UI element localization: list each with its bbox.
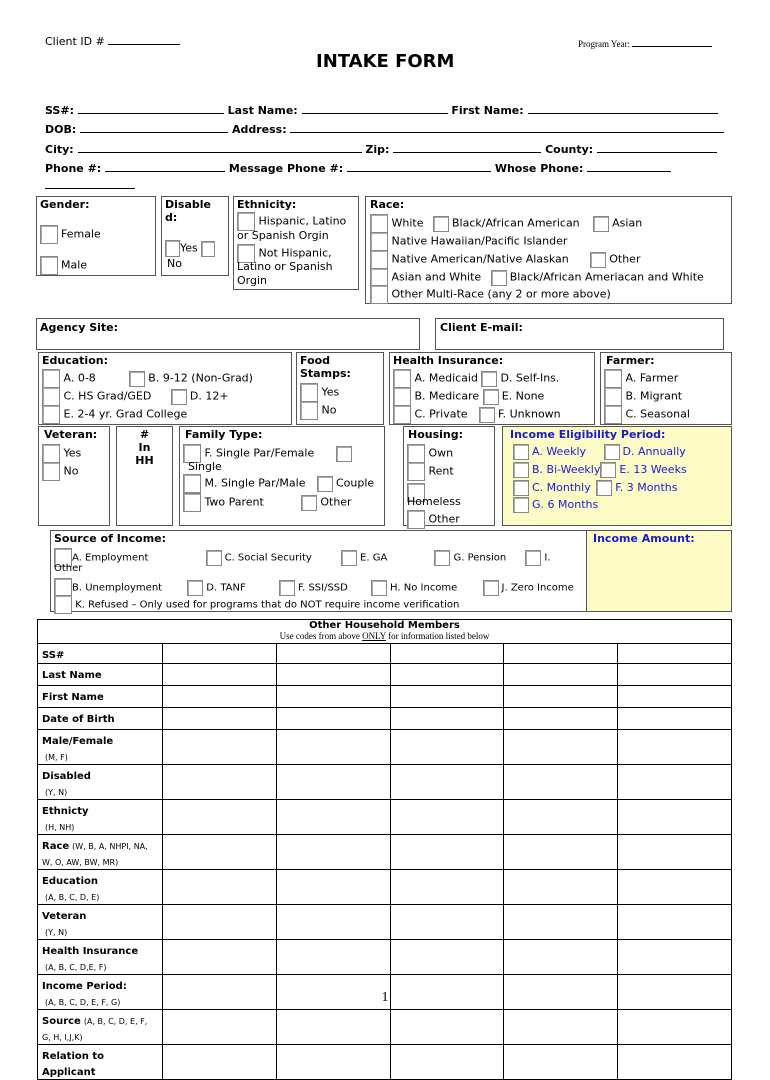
household-cell[interactable]	[390, 730, 504, 765]
veteran-section	[38, 426, 110, 526]
income-period-row-2: B. Bi-Weekly E. 13 Weeks	[513, 462, 687, 478]
gender-section	[36, 196, 156, 276]
veteran-yes-checkbox[interactable]	[42, 444, 60, 463]
period-b-checkbox[interactable]	[513, 462, 529, 478]
household-row-label	[38, 708, 163, 730]
household-cell[interactable]	[276, 644, 390, 664]
number-in-household-field[interactable]	[116, 426, 173, 526]
household-title: Other Household Members	[309, 620, 460, 631]
household-cell[interactable]	[276, 835, 390, 870]
household-row-hint: (A, B, C, D, E, F, G)	[45, 998, 121, 1007]
household-row	[38, 708, 732, 730]
household-cell[interactable]	[276, 708, 390, 730]
source-h-checkbox[interactable]	[371, 580, 387, 596]
gender-female-option[interactable]: Female	[40, 225, 101, 244]
household-cell[interactable]	[390, 1045, 504, 1080]
race-row-5: Other Multi-Race (any 2 or more above)	[370, 285, 611, 304]
household-cell[interactable]	[390, 644, 504, 664]
disabled-no-checkbox[interactable]	[201, 241, 215, 257]
household-cell[interactable]	[390, 686, 504, 708]
income-period-row-1: A. Weekly D. Annually	[513, 444, 686, 460]
disabled-no-label: No	[167, 257, 182, 270]
household-row	[38, 1045, 732, 1080]
household-row-label	[38, 835, 163, 870]
edu-e-checkbox[interactable]	[42, 405, 60, 424]
source-k-checkbox[interactable]	[54, 595, 72, 614]
household-cell[interactable]	[504, 940, 618, 975]
housing-homeless-label: Homeless	[407, 495, 461, 508]
household-row-label-text: Income Period:	[42, 981, 127, 992]
household-row-label-text: Relation to Applicant	[42, 1051, 104, 1078]
income-period-label: Income Eligibility Period:	[510, 428, 666, 441]
household-cell[interactable]	[618, 1010, 732, 1045]
race-row-3: Native American/Native Alaskan Other	[370, 250, 640, 269]
household-row-hint: (Y, N)	[45, 928, 68, 937]
health-row-1: A. Medicaid D. Self-Ins.	[393, 369, 559, 388]
edu-a-checkbox[interactable]	[42, 369, 60, 388]
household-cell[interactable]	[618, 644, 732, 664]
household-row-label-text: Race	[42, 841, 70, 852]
household-cell[interactable]	[276, 905, 390, 940]
household-row-label-text: Ethnicty	[42, 806, 89, 817]
source-f-checkbox[interactable]	[279, 580, 295, 596]
whose-phone-field[interactable]	[587, 160, 671, 172]
food-stamps-section	[296, 352, 384, 425]
housing-own-checkbox[interactable]	[407, 444, 425, 463]
household-cell[interactable]	[504, 1010, 618, 1045]
health-c-checkbox[interactable]	[393, 405, 411, 424]
first-name-field[interactable]	[528, 102, 718, 114]
not-hispanic-label-cont-2: Orgin	[237, 274, 267, 287]
health-f-checkbox[interactable]	[479, 407, 495, 423]
personal-row-1: SS#: Last Name: First Name:	[45, 102, 718, 117]
household-cell[interactable]	[276, 870, 390, 905]
farmer-label: Farmer:	[606, 354, 655, 367]
food-no-checkbox[interactable]	[300, 401, 318, 420]
source-row-2: B. Unemployment D. TANF F. SSI/SSD H. No Income J. Zero Income	[54, 578, 574, 597]
household-cell[interactable]	[163, 1010, 277, 1045]
household-cell[interactable]	[504, 905, 618, 940]
male-checkbox[interactable]	[40, 256, 58, 275]
disabled-yes-option[interactable]: Yes	[165, 240, 215, 257]
household-members-table	[37, 619, 732, 1080]
household-row-label-text: Date of Birth	[42, 714, 115, 725]
household-cell[interactable]	[504, 800, 618, 835]
household-cell[interactable]	[504, 644, 618, 664]
race-row-4: Asian and White Black/African Ameriacan and White	[370, 268, 704, 287]
household-cell[interactable]	[390, 664, 504, 686]
household-cell[interactable]	[390, 870, 504, 905]
household-cell[interactable]	[390, 1010, 504, 1045]
disabled-yes-checkbox[interactable]	[165, 240, 180, 257]
program-year-label: Program Year:	[578, 38, 712, 49]
period-d-checkbox[interactable]	[604, 444, 620, 460]
household-row	[38, 765, 732, 800]
housing-other-checkbox[interactable]	[407, 510, 425, 529]
page-title: INTAKE FORM	[316, 51, 455, 72]
household-cell[interactable]	[163, 940, 277, 975]
household-cell[interactable]	[390, 905, 504, 940]
period-c-checkbox[interactable]	[513, 480, 529, 496]
source-row-1: A. Employment C. Social Security E. GA G. Pension I.	[54, 548, 551, 567]
veteran-no-option[interactable]: No	[42, 462, 78, 481]
family-couple-checkbox[interactable]	[317, 476, 333, 492]
housing-own-option[interactable]: Own	[407, 444, 453, 463]
personal-row-3: City: Zip: County:	[45, 141, 717, 156]
household-row-label	[38, 905, 163, 940]
household-cell[interactable]	[163, 765, 277, 800]
asian-checkbox[interactable]	[593, 216, 609, 232]
health-insurance-label: Health Insurance:	[393, 354, 504, 367]
disabled-label: Disable	[165, 198, 211, 211]
ethnicity-section	[233, 196, 359, 290]
household-cell[interactable]	[276, 664, 390, 686]
household-row	[38, 905, 732, 940]
household-row-hint: (A, B, C, D, E)	[45, 893, 100, 902]
household-row-label-text: First Name	[42, 692, 104, 703]
personal-row-2: DOB: Address:	[45, 121, 724, 136]
ethnicity-not-hispanic-option[interactable]: Not Hispanic,	[237, 244, 332, 263]
household-cell[interactable]	[504, 730, 618, 765]
in-hh-label-1: #	[139, 428, 150, 441]
household-row-hint: (A, B, C, D, E, F, G, H, I,J,K)	[42, 1017, 148, 1042]
client-email-label: Client E-mail:	[440, 321, 523, 334]
hispanic-label-cont: or Spanish Orgin	[237, 229, 329, 242]
income-period-row-4: G. 6 Months	[513, 497, 598, 513]
household-row-label-text: Last Name	[42, 670, 102, 681]
household-row	[38, 644, 732, 664]
household-row-label-text: Education	[42, 876, 98, 887]
household-row-label	[38, 800, 163, 835]
household-cell[interactable]	[618, 905, 732, 940]
family-other-checkbox[interactable]	[301, 495, 317, 511]
family-type-label: Family Type:	[185, 428, 263, 441]
household-row-label	[38, 664, 163, 686]
source-d-checkbox[interactable]	[187, 580, 203, 596]
nhpi-checkbox[interactable]	[370, 232, 388, 251]
source-label: Source of Income:	[54, 532, 167, 545]
household-cell[interactable]	[390, 940, 504, 975]
source-j-checkbox[interactable]	[483, 580, 499, 596]
zip-field[interactable]	[393, 141, 541, 153]
household-cell[interactable]	[618, 870, 732, 905]
period-f-checkbox[interactable]	[596, 480, 612, 496]
edu-b-checkbox[interactable]	[129, 371, 145, 387]
health-e-checkbox[interactable]	[483, 389, 499, 405]
household-row	[38, 800, 732, 835]
farmer-c-option[interactable]: C. Seasonal	[604, 405, 690, 424]
household-row-label-text: Source	[42, 1016, 81, 1027]
aian-checkbox[interactable]	[370, 250, 388, 269]
client-id-label: Client ID #	[45, 33, 180, 48]
health-insurance-section	[389, 352, 595, 425]
multi-race-checkbox[interactable]	[370, 285, 388, 304]
farmer-a-checkbox[interactable]	[604, 369, 622, 388]
farmer-a-option[interactable]: A. Farmer	[604, 369, 678, 388]
period-a-checkbox[interactable]	[513, 444, 529, 460]
household-row-label-text: Health Insurance	[42, 946, 139, 957]
food-stamps-label-cont: Stamps:	[300, 367, 351, 380]
household-cell[interactable]	[276, 686, 390, 708]
edu-c-checkbox[interactable]	[42, 387, 60, 406]
family-two-checkbox[interactable]	[183, 493, 201, 512]
household-row-label	[38, 686, 163, 708]
household-cell[interactable]	[163, 686, 277, 708]
health-d-checkbox[interactable]	[481, 371, 497, 387]
race-row-2: Native Hawaiian/Pacific Islander	[370, 232, 567, 251]
food-yes-checkbox[interactable]	[300, 383, 318, 402]
household-row	[38, 686, 732, 708]
household-cell[interactable]	[163, 905, 277, 940]
household-cell[interactable]	[504, 664, 618, 686]
education-row-3: E. 2-4 yr. Grad College	[42, 405, 187, 424]
ss-field[interactable]	[78, 102, 224, 114]
household-row-hint: (M, F)	[45, 753, 68, 762]
household-cell[interactable]	[504, 708, 618, 730]
household-row-label	[38, 1010, 163, 1045]
food-no-option[interactable]: No	[300, 401, 336, 420]
farmer-section	[600, 352, 732, 425]
veteran-label: Veteran:	[44, 428, 98, 441]
household-row	[38, 730, 732, 765]
ethnicity-label: Ethnicity:	[237, 198, 297, 211]
household-row	[38, 835, 732, 870]
family-two-option[interactable]: Two Parent Other	[183, 493, 352, 512]
household-cell[interactable]	[390, 800, 504, 835]
household-row-hint: (A, B, C, D,E, F)	[45, 963, 107, 972]
food-yes-option[interactable]: Yes	[300, 383, 339, 402]
household-cell[interactable]	[276, 1010, 390, 1045]
household-cell[interactable]	[163, 664, 277, 686]
household-cell[interactable]	[163, 644, 277, 664]
message-phone-field[interactable]	[347, 160, 491, 172]
household-row-hint: (W, B, A, NHPI, NA, W, O, AW, BW, MR)	[42, 842, 148, 867]
farmer-c-checkbox[interactable]	[604, 405, 622, 424]
family-type-section	[179, 426, 385, 526]
household-row-hint: (H, NH)	[45, 823, 75, 832]
dob-field[interactable]	[80, 121, 228, 133]
household-cell[interactable]	[504, 835, 618, 870]
household-cell[interactable]	[504, 1045, 618, 1080]
education-label: Education:	[42, 354, 108, 367]
household-row	[38, 940, 732, 975]
household-header-row	[38, 620, 732, 644]
household-row-label-text: Disabled	[42, 771, 91, 782]
household-subtitle: Use codes from above ONLY for information listed below	[279, 631, 490, 641]
food-stamps-label: Food	[300, 354, 331, 367]
household-cell[interactable]	[390, 835, 504, 870]
edu-d-checkbox[interactable]	[171, 389, 187, 405]
agency-site-field[interactable]	[36, 318, 420, 350]
source-c-checkbox[interactable]	[206, 550, 222, 566]
household-cell[interactable]	[276, 1045, 390, 1080]
veteran-no-checkbox[interactable]	[42, 462, 60, 481]
race-section	[365, 196, 732, 304]
household-row-label	[38, 730, 163, 765]
household-row-label-text: Veteran	[42, 911, 87, 922]
income-amount-label: Income Amount:	[593, 532, 695, 545]
household-cell[interactable]	[618, 800, 732, 835]
household-cell[interactable]	[504, 870, 618, 905]
household-row	[38, 1010, 732, 1045]
city-field[interactable]	[78, 141, 362, 153]
race-row-1: White Black/African American Asian	[370, 214, 642, 233]
family-single-label: Single	[188, 460, 222, 473]
phone-continuation-line	[45, 188, 135, 189]
education-row-2: C. HS Grad/GED D. 12+	[42, 387, 229, 406]
household-cell[interactable]	[276, 800, 390, 835]
household-row-label	[38, 870, 163, 905]
source-row-3: K. Refused – Only used for programs that do NOT require income verification	[54, 595, 459, 614]
source-other-label: Other	[54, 563, 83, 574]
household-row	[38, 664, 732, 686]
education-row-1: A. 0-8 B. 9-12 (Non-Grad)	[42, 369, 253, 388]
other-race-checkbox[interactable]	[590, 252, 606, 268]
health-row-3: C. Private F. Unknown	[393, 405, 561, 424]
source-i-checkbox[interactable]	[525, 550, 541, 566]
gender-male-option[interactable]: Male	[40, 256, 87, 275]
source-g-checkbox[interactable]	[434, 550, 450, 566]
health-row-2: B. Medicare E. None	[393, 387, 544, 406]
household-cell[interactable]	[163, 835, 277, 870]
household-cell[interactable]	[618, 765, 732, 800]
housing-other-option[interactable]: Other	[407, 510, 460, 529]
household-cell[interactable]	[618, 835, 732, 870]
income-period-section	[502, 426, 732, 526]
income-amount-field[interactable]	[586, 530, 732, 612]
farmer-b-option[interactable]: B. Migrant	[604, 387, 682, 406]
household-row	[38, 870, 732, 905]
client-email-field[interactable]	[435, 318, 724, 350]
ethnicity-hispanic-option[interactable]: Hispanic, Latino	[237, 212, 346, 231]
household-cell[interactable]	[504, 686, 618, 708]
agency-site-label: Agency Site:	[40, 321, 119, 334]
source-e-checkbox[interactable]	[341, 550, 357, 566]
housing-rent-option[interactable]: Rent	[407, 462, 454, 481]
household-row-label	[38, 1045, 163, 1080]
household-row-label	[38, 765, 163, 800]
household-cell[interactable]	[618, 1045, 732, 1080]
household-cell[interactable]	[504, 765, 618, 800]
disabled-section	[161, 196, 229, 276]
white-checkbox[interactable]	[370, 214, 388, 233]
household-row-hint: (Y, N)	[45, 788, 68, 797]
source-of-income-section	[50, 530, 587, 612]
household-cell[interactable]	[618, 708, 732, 730]
income-period-row-3: C. Monthly F. 3 Months	[513, 480, 677, 496]
disabled-label-cont: d:	[165, 211, 178, 224]
address-field[interactable]	[290, 121, 724, 133]
household-cell[interactable]	[163, 870, 277, 905]
page-number: 1	[381, 990, 389, 1005]
household-cell[interactable]	[390, 708, 504, 730]
gender-label: Gender:	[40, 198, 90, 211]
family-f-option[interactable]: F. Single Par/Female	[183, 444, 355, 463]
housing-rent-checkbox[interactable]	[407, 462, 425, 481]
education-section	[38, 352, 292, 425]
family-single-checkbox[interactable]	[336, 446, 352, 462]
health-b-checkbox[interactable]	[393, 387, 411, 406]
farmer-b-checkbox[interactable]	[604, 387, 622, 406]
household-row-label-text: SS#	[42, 650, 65, 661]
period-e-checkbox[interactable]	[600, 462, 616, 478]
period-g-checkbox[interactable]	[513, 497, 529, 513]
household-cell[interactable]	[618, 664, 732, 686]
household-cell[interactable]	[276, 730, 390, 765]
female-checkbox[interactable]	[40, 225, 58, 244]
last-name-field[interactable]	[302, 102, 448, 114]
household-cell[interactable]	[163, 800, 277, 835]
black-checkbox[interactable]	[433, 216, 449, 232]
household-cell[interactable]	[390, 765, 504, 800]
household-cell[interactable]	[618, 730, 732, 765]
household-cell[interactable]	[276, 765, 390, 800]
in-hh-label-2: In	[138, 441, 151, 454]
county-field[interactable]	[597, 141, 717, 153]
household-cell[interactable]	[163, 1045, 277, 1080]
household-cell[interactable]	[163, 708, 277, 730]
household-cell[interactable]	[618, 686, 732, 708]
not-hispanic-label-cont: Latino or Spanish	[237, 260, 333, 273]
household-cell[interactable]	[618, 940, 732, 975]
family-m-checkbox[interactable]	[183, 474, 201, 493]
housing-section	[403, 426, 495, 526]
household-cell[interactable]	[163, 730, 277, 765]
housing-label: Housing:	[408, 428, 464, 441]
veteran-yes-option[interactable]: Yes	[42, 444, 81, 463]
household-cell[interactable]	[276, 940, 390, 975]
household-row-label	[38, 644, 163, 664]
family-m-option[interactable]: M. Single Par/Male Couple	[183, 474, 374, 493]
health-a-checkbox[interactable]	[393, 369, 411, 388]
race-label: Race:	[370, 198, 405, 211]
household-row-label-text: Male/Female	[42, 736, 114, 747]
in-hh-label-3: HH	[135, 454, 154, 467]
personal-row-4: Phone #: Message Phone #: Whose Phone:	[45, 160, 671, 175]
household-row-label	[38, 940, 163, 975]
phone-field[interactable]	[105, 160, 225, 172]
black-white-checkbox[interactable]	[491, 270, 507, 286]
